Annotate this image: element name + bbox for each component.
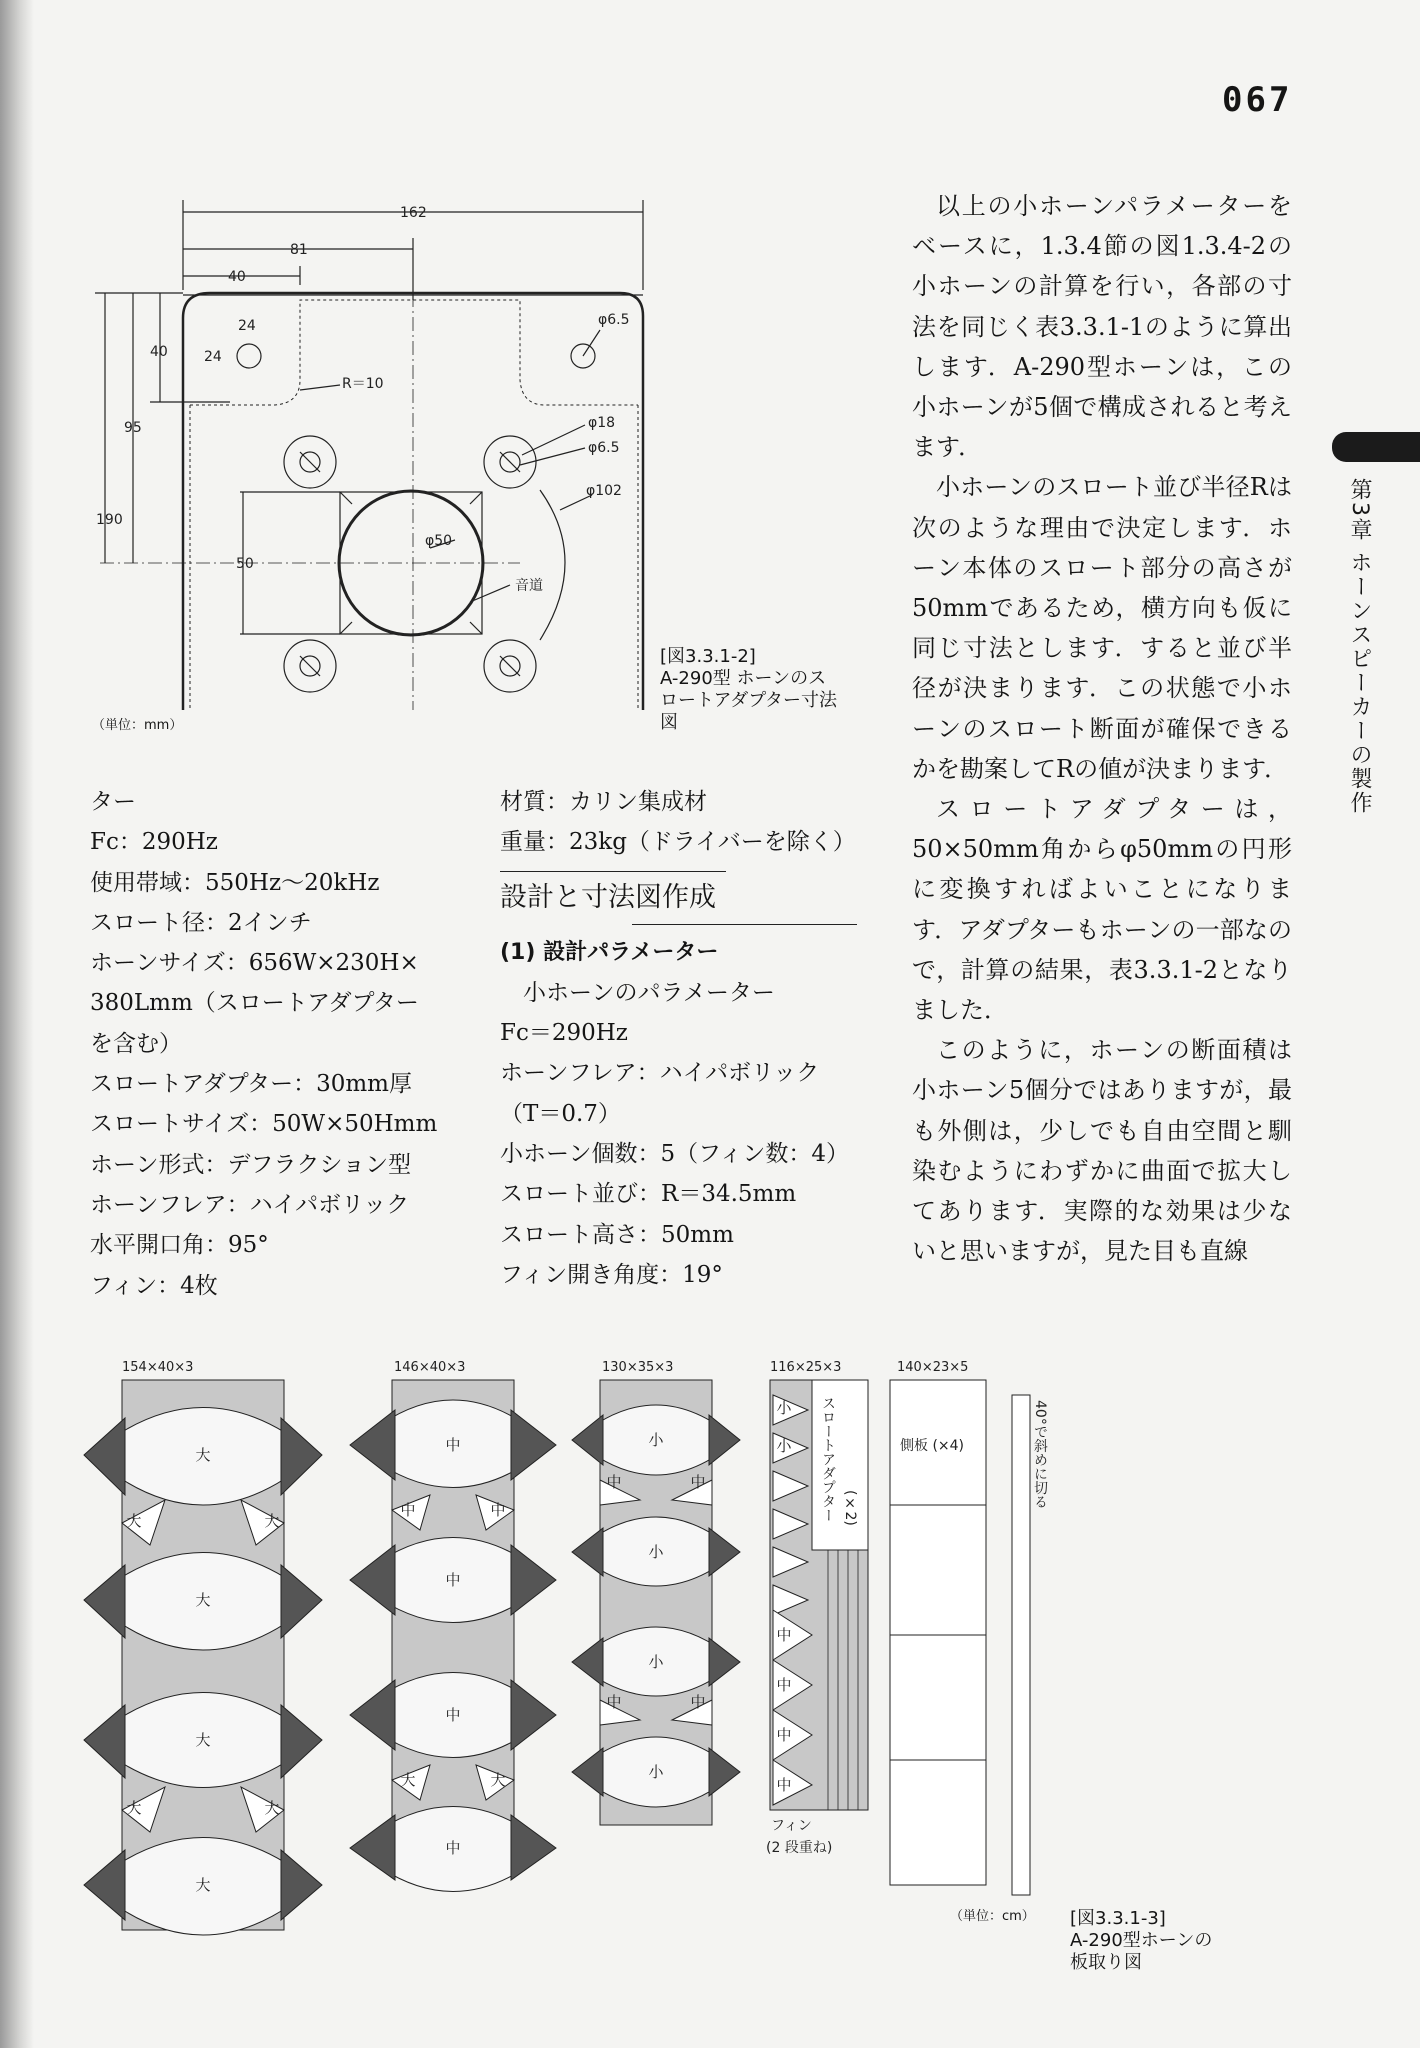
dim-162: 162 — [400, 205, 427, 221]
paragraph: スロートアダプターは，50×50mm角からφ50mmの円形に変換すればよいことになります．アダプターもホーンの一部なので，計算の結果，表3.3.1-2となりました． — [912, 795, 1292, 1025]
label-r10: R＝10 — [342, 376, 384, 392]
spec-line: ター — [90, 789, 136, 815]
spec-list — [90, 782, 460, 1306]
param-line: スロート並び：R＝34.5mm — [500, 1181, 797, 1208]
spec-line: 380Lmm（スロートアダプター — [90, 990, 419, 1017]
middle-column — [500, 782, 880, 1295]
dim-50: 50 — [236, 556, 254, 572]
chapter-tab-marker — [1332, 432, 1420, 462]
dim-40: 40 — [228, 269, 246, 285]
figure1-caption-line: A-290型 ホーンのス — [660, 668, 827, 689]
board-size-label: 146×40×3 — [394, 1360, 466, 1375]
label-sho: 小 — [648, 1653, 664, 1671]
spec-line: ホーンフレア：ハイパボリック — [90, 1191, 410, 1218]
label-chu: 中 — [690, 1693, 706, 1711]
section-title: 設計と寸法図作成 — [500, 871, 726, 920]
label-sho: 小 — [776, 1437, 792, 1455]
label-side-board: 側板 (×4) — [900, 1438, 965, 1454]
param-line: （T＝0.7） — [500, 1100, 621, 1127]
spec-line: 重量：23kg（ドライバーを除く） — [500, 829, 856, 856]
right-column-text — [912, 186, 1292, 1271]
spec-line: Fc：290Hz — [90, 829, 218, 856]
label-sho: 小 — [776, 1399, 792, 1417]
spec-line: 使用帯域：550Hz～20kHz — [90, 869, 380, 896]
label-dai: 大 — [400, 1771, 416, 1789]
label-chu: 中 — [445, 1706, 461, 1724]
label-chu: 中 — [445, 1839, 461, 1857]
label-chu: 中 — [400, 1501, 416, 1519]
param-line: フィン開き角度：19° — [500, 1261, 723, 1288]
figure1-caption-line: ロートアダプター寸法 — [660, 690, 837, 711]
page-number: 067 — [1222, 80, 1293, 120]
figure1-caption-line: 図 — [660, 712, 678, 733]
figure1-caption-id: [図3.3.1-2] — [660, 646, 756, 667]
subsection-title: (1) 設計パラメーター — [500, 939, 719, 965]
spec-line: スロート径：2インチ — [90, 909, 312, 936]
label-chu: 中 — [776, 1626, 792, 1644]
spec-line: 水平開口角：95° — [90, 1232, 269, 1259]
label-phi65-top: φ6.5 — [598, 312, 630, 328]
figure-board-cutting-layout — [80, 1350, 1080, 1970]
figure1-unit: （単位：mm） — [92, 718, 183, 733]
label-phi18: φ18 — [588, 415, 616, 431]
param-line: 小ホーンのパラメーター — [523, 979, 775, 1006]
label-dai: 大 — [195, 1731, 211, 1749]
label-dai: 大 — [126, 1512, 142, 1530]
label-dai: 大 — [195, 1591, 211, 1609]
label-adapter-count: (×2) — [842, 1490, 858, 1526]
label-dai: 大 — [490, 1771, 506, 1789]
label-chu: 中 — [606, 1473, 622, 1491]
label-chu: 中 — [445, 1571, 461, 1589]
paragraph: 小ホーンのスロート並び半径Rは次のような理由で決定します．ホーン本体のスロート部分の高さが50mmであるため，横方向も仮に同じ寸法とします．すると並び半径が決まります．この状態で小ホーンのスロート断面が確保できるかを勘案してRの値が決まります． — [912, 473, 1292, 783]
label-chu: 中 — [490, 1501, 506, 1519]
section-rule — [632, 924, 857, 933]
label-chu: 中 — [690, 1473, 706, 1491]
board-size-label: 130×35×3 — [602, 1360, 674, 1375]
label-chu: 中 — [606, 1693, 622, 1711]
board-2 — [350, 1380, 556, 1892]
spec-line: ホーンサイズ：656W×230H× — [90, 950, 419, 977]
label-chu: 中 — [776, 1726, 792, 1744]
figure2-caption-line: 板取り図 — [1070, 1952, 1142, 1973]
board-size-label: 116×25×3 — [770, 1360, 842, 1375]
label-phi50: φ50 — [425, 533, 453, 549]
spec-line: 材質：カリン集成材 — [500, 789, 707, 815]
dim-81: 81 — [290, 242, 308, 258]
spec-line: スロートサイズ：50W×50Hmm — [90, 1111, 438, 1138]
board-size-label: 154×40×3 — [122, 1360, 194, 1375]
dim-24-left: 24 — [204, 349, 222, 365]
spec-line: を含む） — [90, 1030, 182, 1057]
figure2-caption-line: A-290型ホーンの — [1070, 1930, 1213, 1951]
label-adapter: スロートアダプター — [820, 1396, 836, 1522]
paragraph: 以上の小ホーンパラメーターをベースに，1.3.4節の図1.3.4-2の小ホーンの計算を行い，各部の寸法を同じく表3.3.1-1のように算出します．A-290型ホーンは，この小ホーンが5個で構成されると考えます． — [912, 192, 1292, 462]
board-size-label: 140×23×5 — [897, 1360, 969, 1375]
label-fin-note: (2 段重ね) — [766, 1840, 833, 1856]
label-dai: 大 — [264, 1512, 280, 1530]
label-chu: 中 — [776, 1776, 792, 1794]
label-phi65-bolt: φ6.5 — [588, 440, 620, 456]
label-sho: 小 — [648, 1543, 664, 1561]
figure1-caption — [660, 646, 837, 734]
label-dai: 大 — [195, 1876, 211, 1894]
figure2-caption-id: [図3.3.1-3] — [1070, 1908, 1166, 1929]
spec-line: スロートアダプター：30mm厚 — [90, 1071, 412, 1098]
dim-24-top: 24 — [238, 318, 256, 334]
spec-line: ホーン形式：デフラクション型 — [90, 1151, 412, 1178]
label-cut-note: 40°で斜めに切る — [1032, 1400, 1048, 1509]
param-line: ホーンフレア：ハイパボリック — [500, 1060, 820, 1087]
label-chu: 中 — [776, 1676, 792, 1694]
chapter-tab-label: 第3章 ホーンスピーカーの製作 — [1347, 478, 1372, 815]
label-chu: 中 — [445, 1436, 461, 1454]
dim-190: 190 — [96, 512, 123, 528]
label-dai: 大 — [126, 1799, 142, 1817]
param-line: 小ホーン個数：5（フィン数：4） — [500, 1141, 849, 1168]
label-fin: フィン — [771, 1818, 812, 1834]
label-sho: 小 — [648, 1763, 664, 1781]
label-ondo: 音道 — [515, 578, 543, 594]
figure2-caption — [1070, 1908, 1212, 1974]
figure-throat-adapter-drawing — [90, 180, 650, 740]
board-5 — [890, 1380, 1030, 1895]
label-dai: 大 — [195, 1446, 211, 1464]
label-phi102: φ102 — [586, 483, 622, 499]
dim-40-vertical: 40 — [150, 344, 168, 360]
dim-95: 95 — [124, 420, 142, 436]
param-line: スロート高さ：50mm — [500, 1221, 734, 1248]
page-gutter-shadow — [0, 0, 34, 2048]
param-line: Fc＝290Hz — [500, 1020, 628, 1047]
label-dai: 大 — [264, 1799, 280, 1817]
spec-line: フィン：4枚 — [90, 1272, 218, 1299]
figure2-unit: （単位：cm） — [950, 1909, 1035, 1924]
label-sho: 小 — [648, 1431, 664, 1449]
paragraph: このように，ホーンの断面積は小ホーン5個分ではありますが，最も外側は，少しでも自由空間と馴染むようにわずかに曲面で拡大してあります．実際的な効果は少ないと思いますが，見た目も直線 — [912, 1036, 1292, 1266]
